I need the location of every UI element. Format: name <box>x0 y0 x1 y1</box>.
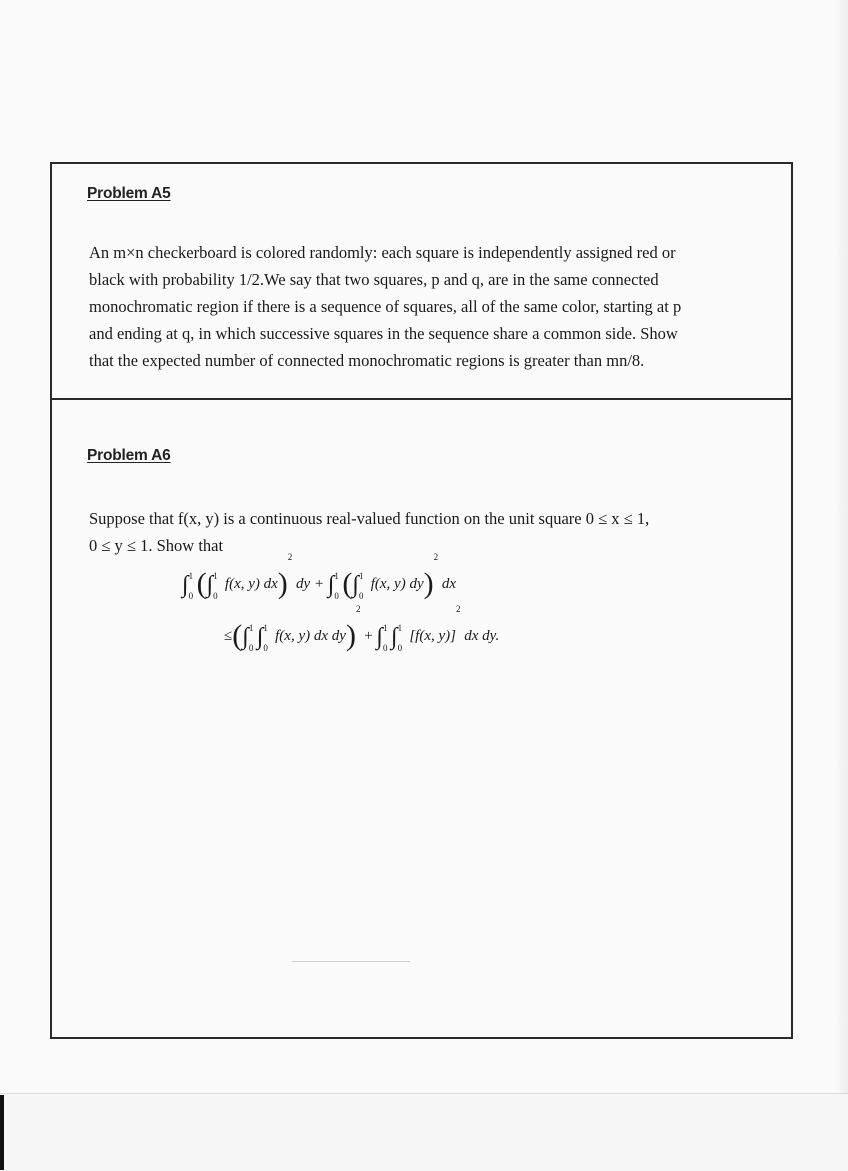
problem-a5-body <box>89 239 769 374</box>
scan-artifact-line <box>292 961 410 962</box>
formula-line-1: ∫ 1 0 (∫ 1 0 f(x, y) dx)$^2$ dy + ∫ 1 0 (∫ 1 0 f(x, y) dy)$^2$ dx <box>182 552 457 601</box>
a6-line: Suppose that f(x, y) is a continuous real-valued function on the unit square 0 ≤ x ≤ 1, <box>89 509 650 528</box>
a5-line: An m×n checkerboard is colored randomly: each square is independently assigned red or <box>89 243 676 262</box>
problems-box <box>50 162 793 1039</box>
integral-limits: 1 0 <box>358 570 364 601</box>
exponent: 2 <box>433 552 439 562</box>
a5-line: and ending at q, in which successive squares in the sequence share a common side. Show <box>89 324 678 343</box>
integral-sign: ∫ <box>327 572 335 598</box>
formula-line-2: ≤(∫ 1 0 ∫ 1 0 f(x, y) dx dy)$^2$ + ∫ 1 0 ∫ 1 0 [f(x, y)]$^2$ dx dy. <box>224 604 500 653</box>
integral-limits: 1 0 <box>397 622 403 653</box>
integral-sign: ∫ <box>256 624 264 650</box>
problem-a6-body <box>89 505 769 559</box>
integral-limits: 1 0 <box>334 570 339 601</box>
formula-term: dx dy. <box>464 628 500 644</box>
formula-term: ≤ <box>224 628 233 644</box>
integral-sign: ∫ <box>242 624 249 650</box>
section-divider <box>52 398 791 400</box>
formula-term: f(x, y) dx dy <box>275 628 346 644</box>
integral-sign: ∫ <box>376 624 383 650</box>
formula-term: dy + <box>296 576 325 592</box>
a5-line: black with probability 1/2.We say that two squares, p and q, are in the same connected <box>89 270 659 289</box>
formula-term: f(x, y) dx <box>224 576 278 592</box>
integral-limits: 1 0 <box>382 622 388 653</box>
a5-line: that the expected number of connected monochromatic regions is greater than mn/8. <box>89 351 645 370</box>
scan-left-bar <box>0 1095 4 1170</box>
integral-limits: 1 0 <box>188 570 194 601</box>
a6-line: 0 ≤ y ≤ 1. Show that <box>89 536 224 555</box>
exponent: 2 <box>287 552 293 562</box>
a5-line: monochromatic region if there is a sequence of squares, all of the same color, starting at p <box>89 297 682 316</box>
integral-sign: ∫ <box>206 572 214 598</box>
integral-limits: 1 0 <box>248 622 254 653</box>
integral-sign: ∫ <box>352 572 359 598</box>
exponent: 2 <box>355 604 361 614</box>
scan-bottom-margin <box>0 1093 848 1171</box>
integral-limits: 1 0 <box>213 570 218 601</box>
integral-sign: ∫ <box>182 572 189 598</box>
formula-term: [f(x, y)] <box>409 628 456 644</box>
integral-sign: ∫ <box>390 624 398 650</box>
formula-term: + <box>364 628 373 644</box>
integral-limits: 1 0 <box>263 622 268 653</box>
scan-edge <box>834 0 848 1095</box>
formula-term: f(x, y) dy <box>370 576 424 592</box>
problem-a6-title: Problem A6 <box>87 447 171 464</box>
problem-a5-title: Problem A5 <box>87 185 171 202</box>
formula-term: dx <box>441 576 457 592</box>
exponent: 2 <box>455 604 461 614</box>
